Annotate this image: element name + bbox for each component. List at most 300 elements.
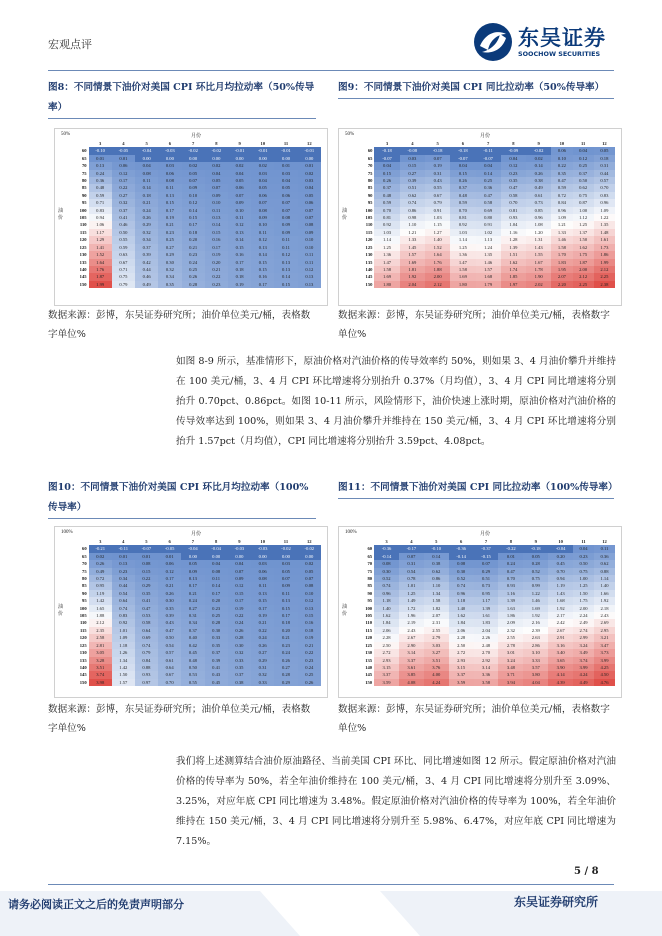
heatmap-cell: 0.34 [181,619,204,626]
heatmap-cell: 0.30 [158,597,181,604]
heatmap-cell: 0.19 [298,634,321,641]
heatmap-cell: 0.37 [228,671,251,678]
month-tick: 4 [410,539,413,544]
heatmap-cell: -0.15 [474,553,499,560]
heatmap-cell: 0.17 [205,590,228,597]
heatmap-row [351,568,615,575]
heatmap-cell: 2.86 [523,642,548,649]
heatmap-cell: 0.19 [228,281,251,288]
heatmap-cell: 3.85 [399,671,424,678]
heatmap-cell: 0.30 [228,642,251,649]
heatmap-cell: 0.05 [523,553,548,560]
heatmap-cell: 0.19 [425,162,450,169]
price-tick: 60 [367,148,373,154]
month-tick: 5 [435,539,438,544]
heatmap-cell: 0.29 [251,657,274,664]
heatmap-cell: 0.36 [476,184,501,191]
price-tick: 150 [79,281,87,287]
heatmap-cell: 2.50 [449,642,474,649]
figure-title-fig8: 图8：不同情景下油价对美国 CPI 环比月均拉动率（50%传导率） [48,78,316,119]
heatmap-cell: 2.26 [474,634,499,641]
heatmap-cell: 0.13 [228,229,251,236]
month-tick: 9 [537,141,540,146]
heatmap-cell: 0.06 [298,199,321,206]
heatmap-cell: 1.02 [476,229,501,236]
heatmap-cell: 0.04 [135,162,158,169]
heatmap-cell: 0.00 [181,553,204,560]
heatmap-cell: 0.62 [594,560,615,567]
heatmap-cell: 3.59 [449,679,474,686]
heatmap-cell: 3.98 [89,679,112,686]
heatmap-cell: 0.22 [251,627,274,634]
heatmap-cell: 0.00 [205,155,228,162]
heatmap-cell: 3.76 [424,664,449,671]
heatmap-cell: 0.00 [228,155,251,162]
heatmap-cell: 0.05 [228,177,251,184]
heatmap-cell: 2.58 [89,634,112,641]
heatmap-cell: 1.15 [425,221,450,228]
price-tick: 80 [367,576,373,582]
heatmap-cell: 0.26 [158,590,181,597]
heatmap-cell: 2.32 [498,627,523,634]
heatmap-cell: 0.07 [228,192,251,199]
heatmap-cell: 4.49 [573,679,594,686]
heatmap-cell: 1.25 [573,582,594,589]
heatmap-cell: 1.83 [474,619,499,626]
heatmap-cell: 0.51 [400,184,425,191]
heatmap-cell: 0.74 [449,582,474,589]
heatmap-cell: 0.69 [476,207,501,214]
heatmap-row [67,266,321,273]
heatmap-cell: 0.25 [158,236,181,243]
price-tick: 105 [365,613,373,619]
price-tick: 80 [82,576,87,582]
heatmap-cell: 0.13 [274,259,297,266]
price-tick: 140 [79,664,87,670]
heatmap-cell: 0.74 [112,605,135,612]
heatmap-cell: 0.32 [112,199,135,206]
heatmap-cell: 2.39 [523,627,548,634]
heatmap-cell: 1.62 [449,612,474,619]
heatmap-cell: 0.67 [158,671,181,678]
month-tick: 12 [602,539,607,544]
heatmap-cell: 1.70 [551,251,572,258]
heatmap-cell: -0.18 [425,147,450,154]
heatmap-cell: 3.05 [89,649,112,656]
heatmap-cell: 2.19 [399,619,424,626]
heatmap-cell: 0.15 [228,590,251,597]
heatmap-cell: 0.15 [228,244,251,251]
heatmap-cell: 0.05 [274,184,297,191]
heatmap-cell: 0.27 [274,664,297,671]
heatmap-cell: 2.18 [594,605,615,612]
heatmap-cell: -0.18 [374,147,399,154]
heatmap-cell: 0.06 [251,568,274,575]
heatmap-cell: 0.06 [251,192,274,199]
heatmap-cell: 0.37 [374,184,399,191]
heatmap-cell: 0.30 [374,568,399,575]
heatmap-cell: 3.37 [449,671,474,678]
price-axis-label: 油价 [58,209,64,222]
heatmap-cell: 1.86 [594,251,615,258]
heatmap-cell: 0.05 [274,568,297,575]
page-number: 5 / 8 [574,866,599,877]
price-tick: 90 [82,590,87,596]
price-tick: 65 [82,553,87,559]
price-tick: 70 [367,163,373,169]
month-tick: 11 [283,539,289,544]
heatmap-row [351,605,615,612]
heatmap-cell: -0.22 [498,545,523,552]
heatmap-cell: -0.03 [228,545,251,552]
heatmap-cell: 0.14 [274,273,297,280]
heatmap-cell: 0.96 [449,590,474,597]
heatmap-cell: 1.04 [501,221,526,228]
heatmap-table [67,538,321,686]
heatmap-row [351,649,615,656]
heatmap-cell: 1.69 [450,273,475,280]
heatmap-cell: 3.49 [573,649,594,656]
heatmap-cell: 1.19 [548,582,573,589]
month-tick: 9 [238,141,241,146]
heatmap-cell: 0.22 [228,612,251,619]
price-tick: 65 [367,155,373,161]
heatmap-cell: 0.36 [594,553,615,560]
heatmap-cell: 1.46 [476,259,501,266]
heatmap-row [351,612,615,619]
heatmap-cell: 0.06 [551,147,572,154]
heatmap-cell: 0.05 [181,560,204,567]
heatmap-cell: 0.19 [228,605,251,612]
heatmap-cell: 0.44 [594,170,615,177]
heatmap-row [351,657,615,664]
heatmap-cell: 0.08 [251,207,274,214]
heatmap-cell: 0.83 [89,207,112,214]
price-tick: 85 [81,185,87,191]
price-tick: 75 [82,568,87,574]
heatmap-cell: 3.51 [89,664,112,671]
heatmap-cell: 4.50 [594,671,615,678]
heatmap-cell: 4.24 [573,671,594,678]
heatmap-cell: -0.11 [476,147,501,154]
heatmap-cell: 0.74 [400,199,425,206]
heatmap-cell: 3.15 [374,664,399,671]
heatmap-cell: 0.07 [251,199,274,206]
month-tick: 11 [283,141,289,146]
heatmap-cell: 0.04 [205,560,228,567]
price-tick: 105 [79,613,87,619]
heatmap-cell: 0.38 [424,560,449,567]
month-tick: 12 [307,141,312,146]
heatmap-cell: 3.36 [474,671,499,678]
month-tick: 8 [509,539,513,544]
heatmap-cell: 0.92 [374,221,399,228]
heatmap-cell: 0.50 [181,664,204,671]
heatmap-cell: 1.76 [425,259,450,266]
heatmap-fig9 [338,128,622,306]
heatmap-cell: 0.47 [501,184,526,191]
heatmap-cell: 0.07 [274,207,297,214]
heatmap-cell: 3.47 [594,642,615,649]
heatmap-cell: 0.23 [298,657,321,664]
heatmap-cell: 0.21 [158,582,181,589]
heatmap-row [67,214,321,221]
heatmap-row [67,259,321,266]
heatmap-cell: 0.27 [251,649,274,656]
heatmap-cell: 0.29 [474,568,499,575]
heatmap-cell: 4.76 [594,679,615,686]
heatmap-cell: 0.12 [182,199,205,206]
heatmap-cell: 1.92 [400,273,425,280]
heatmap-cell: 0.15 [400,162,425,169]
heatmap-cell: 0.08 [298,582,321,589]
heatmap-cell: 0.41 [135,597,158,604]
figure-source-fig8: 数据来源：彭博，东吴证券研究所；油价单位美元/桶，表格数字单位% [48,310,311,340]
heatmap-cell: 0.86 [400,207,425,214]
price-tick: 90 [367,192,373,198]
heatmap-cell: 3.61 [399,664,424,671]
heatmap-cell: 0.50 [158,634,181,641]
heatmap-cell: 2.09 [498,619,523,626]
heatmap-cell: 1.58 [551,244,572,251]
heatmap-cell: 0.04 [476,162,501,169]
heatmap-cell: 0.24 [182,259,205,266]
month-tick: 6 [168,539,171,544]
heatmap-cell: 0.00 [274,155,297,162]
heatmap-cell: 0.37 [450,184,475,191]
heatmap-cell: 0.13 [251,244,274,251]
heatmap-cell: 0.14 [182,207,205,214]
price-tick: 115 [79,229,87,235]
heatmap-cell: 1.80 [450,281,475,288]
heatmap-row [67,147,321,154]
heatmap-cell: 1.84 [374,619,399,626]
heatmap-cell: 0.08 [135,560,158,567]
heatmap-cell: 0.03 [274,560,297,567]
heatmap-cell: 0.92 [450,221,475,228]
heatmap-cell: 0.13 [274,266,297,273]
month-tick: 5 [436,141,439,146]
heatmap-cell: 0.01 [274,162,297,169]
heatmap-cell: 2.55 [498,634,523,641]
heatmap-cell: 0.22 [135,575,158,582]
heatmap-cell: 1.78 [526,266,551,273]
heatmap-cell: 0.14 [526,162,551,169]
heatmap-cell: 0.10 [551,155,572,162]
heatmap-cell: 0.49 [526,184,551,191]
heatmap-cell: 1.03 [425,214,450,221]
heatmap-cell: 1.14 [450,236,475,243]
heatmap-fig8 [54,128,328,306]
institute-name: 东吴证券研究所 [514,895,599,909]
heatmap-cell: 0.95 [474,590,499,597]
heatmap-cell: 0.85 [526,207,551,214]
heatmap-row [351,671,615,678]
heatmap-cell: 3.24 [573,642,594,649]
heatmap-cell: -0.07 [476,155,501,162]
heatmap-cell: 3.10 [523,649,548,656]
heatmap-cell: 2.04 [474,627,499,634]
heatmap-cell: 0.37 [181,627,204,634]
heatmap-cell: 4.08 [399,679,424,686]
heatmap-cell: 0.13 [298,273,321,280]
heatmap-cell: 2.17 [548,612,573,619]
heatmap-row [67,221,321,228]
heatmap-cell: 1.86 [498,612,523,619]
heatmap-cell: 1.17 [474,597,499,604]
heatmap-cell: 0.01 [135,553,158,560]
heatmap-cell: 1.64 [425,251,450,258]
heatmap-cell: 0.32 [135,229,158,236]
heatmap-cell: 2.06 [449,627,474,634]
heatmap-cell: 4.25 [594,664,615,671]
heatmap-cell: 0.70 [450,207,475,214]
heatmap-cell: 2.63 [523,634,548,641]
heatmap-cell: 0.21 [251,619,274,626]
price-tick: 130 [79,252,87,258]
heatmap-cell: 2.06 [374,627,399,634]
body-paragraph-1: 如图 8-9 所示，基准情形下，原油价格对汽油价格的传导效率约 50%，则如果 3、4 月油价攀升并维持在 100 美元/桶，3、4 月 CPI 环比增速将分别抬升 0.37%（月均值），3、4 月 CPI 同比增速将分别抬升 0.70pct、0.86pct。如图 10-11 所示，风险情形下，油价快速上涨时期，原油价格对汽油价格的传导效率达到 100%，则如果 3、4 月油价攀升并维持在 150 美元/桶，3、4 月 CPI 环比增速将分别抬升 1.57pct（月均值），CPI 同比增速将分别抬升 3.59pct、4.08pct。 [176,356,616,447]
heatmap-cell: 0.20 [205,597,228,604]
heatmap-cell: 1.97 [501,281,526,288]
heatmap-cell: 0.75 [573,568,594,575]
heatmap-cell: 0.24 [228,619,251,626]
month-axis-label: 月份 [480,532,491,537]
heatmap-cell: 0.07 [205,184,228,191]
heatmap-cell: 0.08 [274,214,297,221]
heatmap-row [351,236,615,243]
heatmap-cell: 0.12 [251,236,274,243]
heatmap-cell: 0.09 [228,575,251,582]
heatmap-cell: 0.04 [298,184,321,191]
heatmap-cell: 0.16 [228,251,251,258]
heatmap-cell: 3.65 [548,657,573,664]
heatmap-cell: 0.23 [573,553,594,560]
heatmap-cell: 1.25 [399,590,424,597]
heatmap-cell: 0.25 [205,612,228,619]
heatmap-cell: 0.25 [573,162,594,169]
heatmap-cell: 0.12 [298,266,321,273]
heatmap-cell: 2.55 [424,627,449,634]
heatmap-cell: 0.79 [112,281,135,288]
price-tick: 145 [79,274,87,280]
heatmap-cell: 0.98 [400,214,425,221]
heatmap-cell: 0.22 [298,649,321,656]
figure-title-fig9: 图9：不同情景下油价对美国 CPI 同比拉动率（50%传导率） [338,78,614,99]
heatmap-cell: 0.37 [135,244,158,251]
heatmap-cell: 0.88 [594,568,615,575]
heatmap-cell: 0.75 [573,192,594,199]
heatmap-cell: 0.00 [205,553,228,560]
heatmap-cell: 0.28 [182,281,205,288]
heatmap-cell: 1.28 [501,236,526,243]
price-tick: 60 [81,148,87,154]
heatmap-cell: 0.02 [205,162,228,169]
heatmap-row [351,207,615,214]
heatmap-cell: 1.20 [526,229,551,236]
heatmap-cell: 0.53 [135,612,158,619]
heatmap-cell: 0.15 [251,266,274,273]
heatmap-cell: 0.15 [158,199,181,206]
heatmap-cell: 0.15 [251,597,274,604]
heatmap-cell: 3.48 [498,664,523,671]
heatmap-cell: 0.10 [251,221,274,228]
body-paragraph-2: 我们将上述测算结合油价原油路径、当前美国 CPI 环比、同比增速如图 12 所示。假定原油价格对汽油价格的传导率为 50%，若全年油价维持在 100 美元/桶，3、4 月 CPI 同比增速将分别升至 3.09%、3.25%，对应年底 CPI 同比增速为 3.48%。假定原油价格对汽油价格的传导率为 100%，若全年油价维持在 150 美元/桶，3、4 月 CPI 同比增速将分别升至 5.98%、6.47%，对应年底 CPI 同比增速为 7.15%。 [176,756,616,847]
heatmap-row [67,575,321,582]
heatmap-cell: 0.07 [298,214,321,221]
heatmap-cell: 1.57 [400,251,425,258]
heatmap-cell: 2.81 [89,642,112,649]
heatmap-cell: 0.59 [89,192,112,199]
heatmap-row [67,582,321,589]
heatmap-cell: 0.29 [135,221,158,228]
heatmap-cell: 3.80 [523,671,548,678]
heatmap-cell: 1.64 [89,259,112,266]
heatmap-cell: 0.26 [450,177,475,184]
heatmap-cell: 0.74 [374,582,399,589]
price-tick: 65 [367,553,373,559]
heatmap-cell: 0.10 [228,207,251,214]
heatmap-cell: 0.12 [501,162,526,169]
heatmap-cell: -0.04 [205,545,228,552]
heatmap-cell: 3.58 [474,679,499,686]
heatmap-cell: 0.44 [135,266,158,273]
heatmap-row [351,266,615,273]
heatmap-cell: 0.22 [205,273,228,280]
heatmap-cell: 0.71 [112,266,135,273]
heatmap-cell: 2.25 [573,281,594,288]
heatmap-cell: 0.11 [274,244,297,251]
heatmap-cell: 0.15 [205,229,228,236]
heatmap-cell: 0.04 [374,162,399,169]
heatmap-cell: 0.23 [501,170,526,177]
heatmap-cell: 0.02 [89,553,112,560]
heatmap-cell: 0.75 [112,273,135,280]
heatmap-cell: 0.44 [112,582,135,589]
month-tick: 7 [486,141,490,146]
month-tick: 10 [558,539,563,544]
heatmap-cell: 0.14 [205,582,228,589]
heatmap-cell: 0.09 [181,568,204,575]
brand-name: 东吴证券 [518,26,606,50]
heatmap-cell: 0.23 [205,605,228,612]
price-tick: 125 [79,244,87,250]
heatmap-cell: 0.09 [228,199,251,206]
heatmap-cell: 0.81 [450,214,475,221]
heatmap-cell: 3.71 [498,671,523,678]
heatmap-row [351,221,615,228]
heatmap-cell: 0.17 [181,582,204,589]
heatmap-cell: 1.22 [523,590,548,597]
heatmap-cell: 1.06 [89,221,112,228]
month-tick: 3 [99,539,102,544]
heatmap-cell: 1.88 [425,266,450,273]
heatmap-cell: 0.07 [425,155,450,162]
heatmap-cell: 0.20 [274,627,297,634]
price-tick: 140 [365,664,373,670]
heatmap-cell: 0.30 [158,259,181,266]
figure-title-fig11: 图11：不同情景下油价对美国 CPI 同比拉动率（100%传导率） [338,478,614,499]
price-tick: 110 [365,620,373,626]
heatmap-cell: 2.00 [425,273,450,280]
heatmap-cell: 2.16 [523,619,548,626]
price-tick: 135 [79,657,87,663]
price-tick: 100 [79,605,87,611]
price-tick: 85 [82,583,87,589]
heatmap-cell: 0.26 [374,177,399,184]
heatmap-cell: 0.59 [551,184,572,191]
heatmap-row [67,657,321,664]
